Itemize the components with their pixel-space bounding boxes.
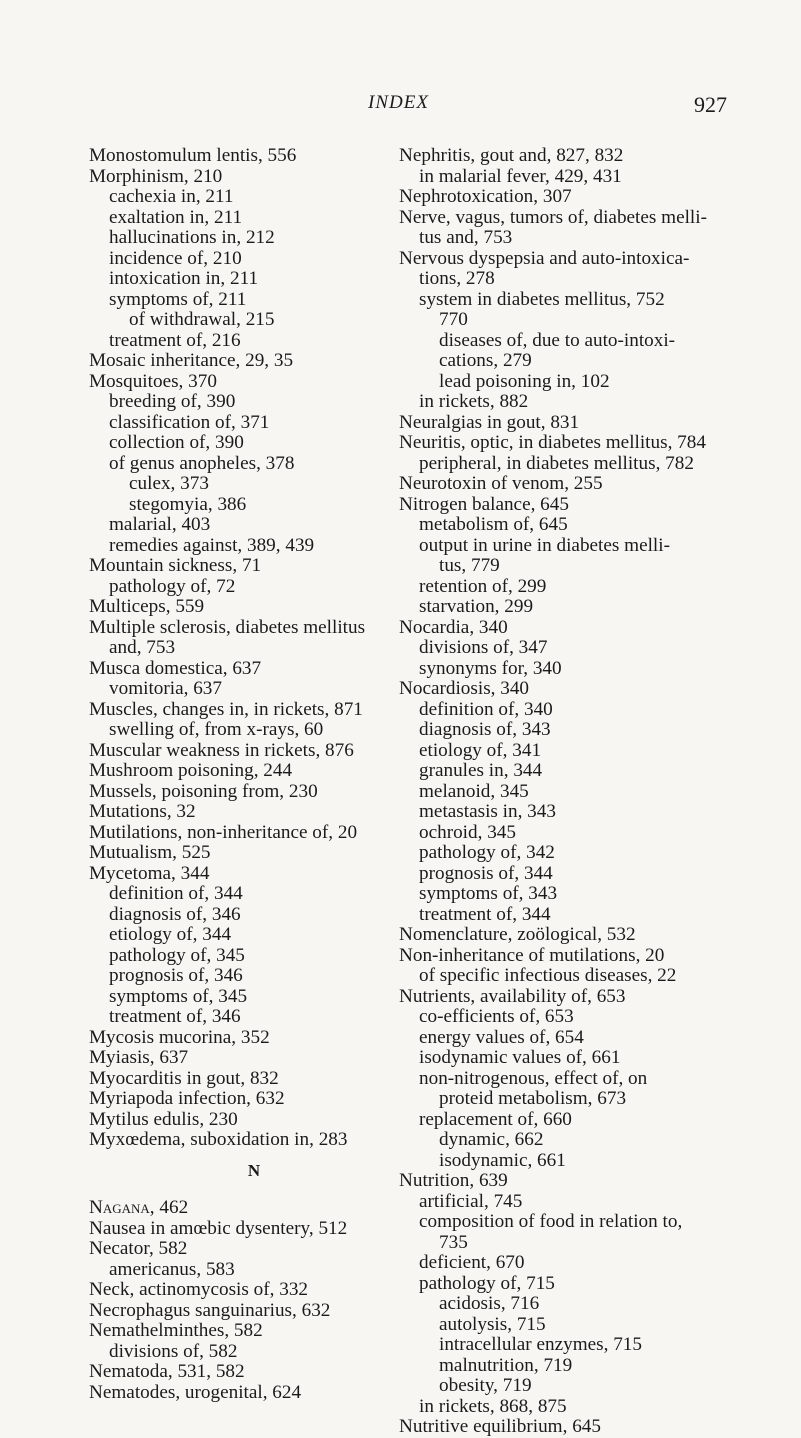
- index-entry: isodynamic, 661: [439, 1149, 566, 1171]
- index-entry: Nematodes, urogenital, 624: [89, 1381, 302, 1403]
- index-entry: artificial, 745: [419, 1190, 523, 1212]
- index-entry: Mutualism, 525: [89, 842, 211, 863]
- index-entry: cations, 279: [439, 350, 532, 371]
- index-entry: metabolism of, 645: [419, 514, 568, 535]
- index-entry: tions, 278: [419, 268, 495, 289]
- index-entry: symptoms of, 343: [419, 883, 558, 904]
- index-entry: Nagana, 462: [89, 1197, 189, 1218]
- index-entry: Nephrotoxication, 307: [399, 186, 572, 207]
- index-entry: prognosis of, 346: [109, 965, 243, 986]
- page-header: [0, 92, 801, 126]
- index-entry: culex, 373: [129, 473, 209, 494]
- index-entry: Multiple sclerosis, diabetes mellitus: [89, 616, 366, 638]
- index-entry: 735: [439, 1231, 468, 1253]
- index-entry: Nutrients, availability of, 653: [399, 985, 626, 1007]
- index-entries-m: [89, 146, 419, 1151]
- index-entry: replacement of, 660: [419, 1108, 572, 1130]
- index-entry: Neuralgias in gout, 831: [399, 411, 580, 433]
- index-entry: Mosaic inheritance, 29, 35: [89, 350, 294, 371]
- index-entry: treatment of, 344: [419, 903, 551, 925]
- index-entry: Nervous dyspepsia and auto-intoxica-: [399, 247, 690, 269]
- index-entry: ochroid, 345: [419, 821, 516, 843]
- index-entry: retention of, 299: [419, 575, 547, 597]
- index-entry: malnutrition, 719: [439, 1354, 573, 1376]
- index-entry: incidence of, 210: [109, 247, 242, 269]
- index-entry: stegomyia, 386: [129, 493, 247, 515]
- index-entry: pathology of, 342: [419, 842, 555, 863]
- index-entry: dynamic, 662: [439, 1129, 544, 1150]
- index-entry: autolysis, 715: [439, 1313, 546, 1335]
- index-entry: of specific infectious diseases, 22: [419, 965, 677, 986]
- index-entry: Mutilations, non-inheritance of, 20: [89, 821, 358, 843]
- index-entry: Nerve, vagus, tumors of, diabetes melli-: [399, 206, 707, 228]
- index-entry: Myiasis, 637: [89, 1047, 189, 1068]
- index-entry: remedies against, 389, 439: [109, 534, 315, 556]
- running-title: INDEX: [368, 92, 429, 113]
- index-entry: co-efficients of, 653: [419, 1006, 574, 1027]
- index-entry: swelling of, from x-rays, 60: [109, 719, 324, 740]
- index-entry: diagnosis of, 343: [419, 719, 551, 740]
- index-entry: americanus, 583: [109, 1258, 235, 1280]
- index-entry: Necrophagus sanguinarius, 632: [89, 1299, 331, 1321]
- index-entry: pathology of, 715: [419, 1272, 555, 1294]
- index-entry: Monostomulum lentis, 556: [89, 145, 297, 166]
- index-entries-n: [89, 1198, 419, 1403]
- index-entry: vomitoria, 637: [109, 678, 222, 699]
- index-entry: and, 753: [109, 637, 176, 658]
- index-entry: Nitrogen balance, 645: [399, 493, 569, 515]
- index-entry: malarial, 403: [109, 514, 211, 535]
- index-entry: divisions of, 347: [419, 637, 548, 658]
- index-entry: exaltation in, 211: [109, 206, 243, 228]
- index-entry: Nutritive equilibrium, 645: [399, 1416, 601, 1437]
- index-entry: in malarial fever, 429, 431: [419, 165, 622, 187]
- index-entry: Mycosis mucorina, 352: [89, 1026, 270, 1048]
- index-entry: Nutrition, 639: [399, 1170, 508, 1191]
- index-entry: Musca domestica, 637: [89, 657, 262, 679]
- index-entry: intoxication in, 211: [109, 268, 259, 289]
- index-entry: melanoid, 345: [419, 780, 529, 802]
- index-entry: Mosquitoes, 370: [89, 370, 217, 392]
- index-entry: isodynamic values of, 661: [419, 1047, 621, 1068]
- index-entry: Mycetoma, 344: [89, 862, 210, 884]
- index-entry: symptoms of, 211: [109, 288, 247, 310]
- index-entry: in rickets, 868, 875: [419, 1395, 567, 1417]
- index-entry: peripheral, in diabetes mellitus, 782: [419, 452, 694, 474]
- index-entry: cachexia in, 211: [109, 186, 234, 207]
- index-entry: 770: [439, 309, 468, 330]
- index-entry: starvation, 299: [419, 596, 534, 617]
- index-column-right: [399, 146, 739, 1438]
- index-entry: of withdrawal, 215: [129, 309, 275, 330]
- index-entry: Mussels, poisoning from, 230: [89, 780, 318, 802]
- index-entry: prognosis of, 344: [419, 862, 553, 884]
- index-entry: diagnosis of, 346: [109, 903, 241, 925]
- index-entry: treatment of, 216: [109, 329, 241, 351]
- index-entry: obesity, 719: [439, 1375, 532, 1396]
- index-entry: Nausea in amœbic dysentery, 512: [89, 1217, 348, 1239]
- index-entry: Non-inheritance of mutilations, 20: [399, 944, 665, 966]
- index-column-left: [89, 146, 419, 1403]
- index-entry: system in diabetes mellitus, 752: [419, 288, 665, 310]
- index-entry: divisions of, 582: [109, 1340, 238, 1362]
- index-entry: Muscles, changes in, in rickets, 871: [89, 698, 363, 720]
- index-entry: intracellular enzymes, 715: [439, 1334, 642, 1355]
- index-entry: Neuritis, optic, in diabetes mellitus, 784: [399, 432, 706, 453]
- index-entry: pathology of, 345: [109, 944, 245, 966]
- index-entry: Neck, actinomycosis of, 332: [89, 1279, 309, 1300]
- index-entry: etiology of, 344: [109, 924, 232, 945]
- section-letter: N: [247, 1160, 261, 1180]
- index-entry: Necator, 582: [89, 1238, 188, 1259]
- index-entry: Muscular weakness in rickets, 876: [89, 739, 354, 761]
- index-entry: synonyms for, 340: [419, 657, 562, 679]
- index-entry: Mutations, 32: [89, 801, 196, 822]
- index-entries-n-continued: [399, 146, 739, 1438]
- index-entry: treatment of, 346: [109, 1006, 241, 1027]
- index-entry: non-nitrogenous, effect of, on: [419, 1067, 648, 1089]
- index-entry: proteid metabolism, 673: [439, 1088, 627, 1109]
- index-entry: Nocardiosis, 340: [399, 678, 530, 699]
- index-entry: energy values of, 654: [419, 1026, 584, 1048]
- index-entry: etiology of, 341: [419, 739, 542, 761]
- index-entry: Morphinism, 210: [89, 165, 223, 187]
- index-entry: diseases of, due to auto-intoxi-: [439, 329, 676, 351]
- index-entry: symptoms of, 345: [109, 985, 248, 1007]
- index-entry: output in urine in diabetes melli-: [419, 534, 670, 556]
- index-entry: of genus anopheles, 378: [109, 452, 295, 474]
- index-entry: collection of, 390: [109, 432, 244, 453]
- index-entry: Nematoda, 531, 582: [89, 1361, 245, 1382]
- index-entry: Mytilus edulis, 230: [89, 1108, 238, 1130]
- index-entry: Myxœdema, suboxidation in, 283: [89, 1129, 348, 1150]
- index-entry: Nomenclature, zoölogical, 532: [399, 924, 636, 945]
- index-entry: pathology of, 72: [109, 575, 236, 597]
- index-entry: acidosis, 716: [439, 1293, 540, 1314]
- index-entry: granules in, 344: [419, 760, 543, 781]
- index-entry: Multiceps, 559: [89, 596, 205, 617]
- index-entry: tus and, 753: [419, 227, 513, 248]
- index-entry: Nocardia, 340: [399, 616, 508, 638]
- index-entry: Mushroom poisoning, 244: [89, 760, 293, 781]
- index-entry: in rickets, 882: [419, 391, 529, 412]
- index-entry: tus, 779: [439, 555, 500, 576]
- index-entry: classification of, 371: [109, 411, 270, 433]
- page-number: 927: [694, 92, 727, 117]
- index-entry: deficient, 670: [419, 1252, 525, 1273]
- index-entry: Nephritis, gout and, 827, 832: [399, 145, 624, 166]
- index-entry: Myocarditis in gout, 832: [89, 1067, 279, 1089]
- index-entry: Mountain sickness, 71: [89, 555, 262, 576]
- index-entry: breeding of, 390: [109, 391, 236, 412]
- index-entry: definition of, 344: [109, 883, 243, 904]
- index-entry: composition of food in relation to,: [419, 1211, 683, 1232]
- index-entry: definition of, 340: [419, 698, 553, 720]
- index-entry: lead poisoning in, 102: [439, 370, 610, 392]
- index-entry: metastasis in, 343: [419, 801, 556, 822]
- index-entry: Nemathelminthes, 582: [89, 1320, 263, 1341]
- index-entry: hallucinations in, 212: [109, 227, 275, 248]
- index-entry: Neurotoxin of venom, 255: [399, 473, 603, 494]
- index-entry: Myriapoda infection, 632: [89, 1088, 285, 1109]
